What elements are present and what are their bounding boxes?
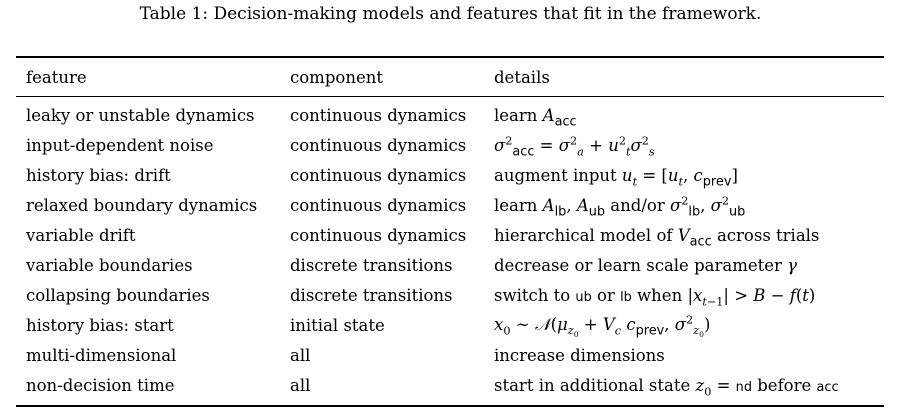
- cell-component: continuous dynamics: [290, 105, 467, 125]
- cell-details: hierarchical model of $V_{acc}$ across trials: [494, 225, 820, 249]
- cell-component: continuous dynamics: [290, 135, 467, 155]
- cell-feature: history bias: start: [26, 315, 174, 335]
- table-row: [16, 340, 884, 370]
- cell-details: learn $A_{acc}$: [494, 105, 577, 129]
- table-row: [16, 160, 884, 190]
- table-row: [16, 280, 884, 310]
- cell-details: decrease or learn scale parameter γ: [494, 255, 798, 275]
- header-feature: feature: [26, 67, 87, 87]
- header-component: component: [290, 67, 383, 87]
- cell-component: all: [290, 375, 311, 395]
- cell-feature: variable drift: [26, 225, 136, 245]
- header-details: details: [494, 67, 550, 87]
- cell-details: augment input $u_t = [u_t$, $c_{prev}$]: [494, 165, 738, 189]
- table-row: [16, 130, 884, 160]
- cell-feature: history bias: drift: [26, 165, 171, 185]
- cell-component: initial state: [290, 315, 385, 335]
- cell-feature: leaky or unstable dynamics: [26, 105, 255, 125]
- table-row: [16, 310, 884, 340]
- cell-component: continuous dynamics: [290, 195, 467, 215]
- table-row: [16, 370, 884, 400]
- cell-component: discrete transitions: [290, 255, 453, 275]
- cell-component: all: [290, 345, 311, 365]
- cell-details: $\sigma^2_{acc} = \sigma^2_a + u^2_t\sigma^2_s$: [494, 134, 655, 159]
- cell-details: learn $A_{lb}$, $A_{ub}$ and/or $\sigma^2_{lb}$, $\sigma^2_{ub}$: [494, 194, 746, 219]
- table-row: [16, 220, 884, 250]
- table-row: [16, 94, 884, 130]
- cell-details: switch to ub or lb when $|x_{t-1}| > B - f(t)$: [494, 285, 816, 308]
- cell-feature: multi-dimensional: [26, 345, 177, 365]
- cell-feature: collapsing boundaries: [26, 285, 210, 305]
- cell-details: start in additional state $z_0$ = nd before acc: [494, 375, 839, 398]
- bottom-rule: [16, 405, 884, 407]
- cell-component: discrete transitions: [290, 285, 453, 305]
- header-row: [16, 60, 884, 94]
- table-caption: Table 1: Decision-making models and features that fit in the framework.: [139, 4, 762, 24]
- cell-details: $x_0$ ∼ $𝒩(\mu_{z_0} + V_c$ $c_{prev}$, $\sigma^2_{z_0}$): [494, 313, 711, 340]
- features-table: [16, 60, 884, 400]
- table-row: [16, 190, 884, 220]
- cell-component: continuous dynamics: [290, 165, 467, 185]
- cell-feature: variable boundaries: [26, 255, 193, 275]
- top-rule: [16, 56, 884, 58]
- cell-feature: non-decision time: [26, 375, 175, 395]
- cell-feature: input-dependent noise: [26, 135, 214, 155]
- cell-feature: relaxed boundary dynamics: [26, 195, 258, 215]
- cell-component: continuous dynamics: [290, 225, 467, 245]
- cell-details: increase dimensions: [494, 345, 665, 365]
- table-row: [16, 250, 884, 280]
